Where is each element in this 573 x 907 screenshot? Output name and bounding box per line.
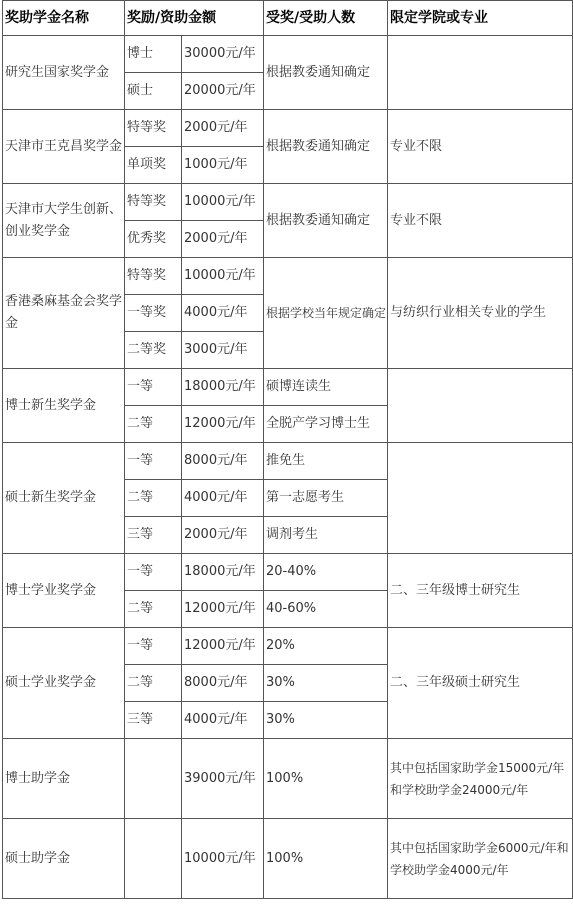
award-amount: 18000元/年 — [182, 369, 264, 406]
award-level: 二等 — [125, 406, 182, 443]
award-amount: 2000元/年 — [182, 221, 264, 258]
award-level: 二等 — [125, 665, 182, 702]
header-row — [3, 1, 573, 36]
scholarship-name: 硕士学业奖学金 — [3, 628, 125, 739]
restriction — [388, 443, 573, 554]
award-level: 特等奖 — [125, 184, 182, 221]
recipients: 根据教委通知确定 — [264, 36, 388, 110]
award-level: 二等奖 — [125, 332, 182, 369]
award-amount: 8000元/年 — [182, 443, 264, 480]
recipients: 第一志愿考生 — [264, 480, 388, 517]
award-amount: 3000元/年 — [182, 332, 264, 369]
header-restriction: 限定学院或专业 — [388, 1, 573, 36]
award-level: 特等奖 — [125, 258, 182, 295]
recipients: 20-40% — [264, 554, 388, 591]
table-row — [3, 36, 573, 73]
award-amount: 4000元/年 — [182, 480, 264, 517]
recipients: 根据教委通知确定 — [264, 184, 388, 258]
scholarship-name: 博士助学金 — [3, 739, 125, 819]
restriction: 专业不限 — [388, 110, 573, 184]
recipients: 20% — [264, 628, 388, 665]
recipients: 30% — [264, 665, 388, 702]
award-level: 一等 — [125, 628, 182, 665]
restriction: 二、三年级硕士研究生 — [388, 628, 573, 739]
award-amount: 10000元/年 — [182, 258, 264, 295]
restriction: 二、三年级博士研究生 — [388, 554, 573, 628]
scholarship-name: 硕士助学金 — [3, 819, 125, 899]
award-amount: 2000元/年 — [182, 110, 264, 147]
recipients: 硕博连读生 — [264, 369, 388, 406]
table-row — [3, 554, 573, 591]
award-amount: 10000元/年 — [182, 184, 264, 221]
recipients: 推免生 — [264, 443, 388, 480]
scholarship-name: 天津市王克昌奖学金 — [3, 110, 125, 184]
table-row — [3, 443, 573, 480]
restriction — [388, 369, 573, 443]
award-level: 一等 — [125, 369, 182, 406]
table-row — [3, 369, 573, 406]
award-level: 一等 — [125, 554, 182, 591]
recipients: 100% — [264, 819, 388, 899]
award-amount: 30000元/年 — [182, 36, 264, 73]
restriction: 专业不限 — [388, 184, 573, 258]
award-level: 三等 — [125, 517, 182, 554]
award-level: 二等 — [125, 591, 182, 628]
award-amount: 39000元/年 — [182, 739, 264, 819]
header-recipients: 受奖/受助人数 — [264, 1, 388, 36]
scholarship-name: 研究生国家奖学金 — [3, 36, 125, 110]
award-amount: 4000元/年 — [182, 295, 264, 332]
scholarship-name: 博士学业奖学金 — [3, 554, 125, 628]
restriction — [388, 36, 573, 110]
recipients: 全脱产学习博士生 — [264, 406, 388, 443]
award-amount: 12000元/年 — [182, 628, 264, 665]
award-level: 博士 — [125, 36, 182, 73]
award-level: 单项奖 — [125, 147, 182, 184]
award-level — [125, 739, 182, 819]
header-amount: 奖励/资助金额 — [125, 1, 264, 36]
award-level: 特等奖 — [125, 110, 182, 147]
award-level: 一等奖 — [125, 295, 182, 332]
award-amount: 12000元/年 — [182, 406, 264, 443]
award-level: 二等 — [125, 480, 182, 517]
restriction: 其中包括国家助学金6000元/年和学校助学金4000元/年 — [388, 819, 573, 899]
table-row — [3, 184, 573, 221]
table-row — [3, 739, 573, 819]
recipients: 根据学校当年规定确定 — [264, 258, 388, 369]
award-level: 硕士 — [125, 73, 182, 110]
award-level: 三等 — [125, 702, 182, 739]
restriction: 其中包括国家助学金15000元/年和学校助学金24000元/年 — [388, 739, 573, 819]
recipients: 40-60% — [264, 591, 388, 628]
table-row — [3, 258, 573, 295]
award-amount: 4000元/年 — [182, 702, 264, 739]
award-amount: 12000元/年 — [182, 591, 264, 628]
award-amount: 8000元/年 — [182, 665, 264, 702]
header-name: 奖助学金名称 — [3, 1, 125, 36]
recipients: 30% — [264, 702, 388, 739]
restriction: 与纺织行业相关专业的学生 — [388, 258, 573, 369]
table-row — [3, 819, 573, 899]
scholarship-name: 香港桑麻基金会奖学金 — [3, 258, 125, 369]
award-amount: 2000元/年 — [182, 517, 264, 554]
award-level: 一等 — [125, 443, 182, 480]
award-level: 优秀奖 — [125, 221, 182, 258]
award-amount: 1000元/年 — [182, 147, 264, 184]
award-amount: 10000元/年 — [182, 819, 264, 899]
recipients: 根据教委通知确定 — [264, 110, 388, 184]
scholarship-name: 硕士新生奖学金 — [3, 443, 125, 554]
scholarship-name: 博士新生奖学金 — [3, 369, 125, 443]
award-amount: 18000元/年 — [182, 554, 264, 591]
table-row — [3, 110, 573, 147]
recipients: 调剂考生 — [264, 517, 388, 554]
award-amount: 20000元/年 — [182, 73, 264, 110]
scholarship-name: 天津市大学生创新、创业奖学金 — [3, 184, 125, 258]
scholarship-table — [2, 0, 573, 899]
recipients: 100% — [264, 739, 388, 819]
table-row — [3, 628, 573, 665]
award-level — [125, 819, 182, 899]
